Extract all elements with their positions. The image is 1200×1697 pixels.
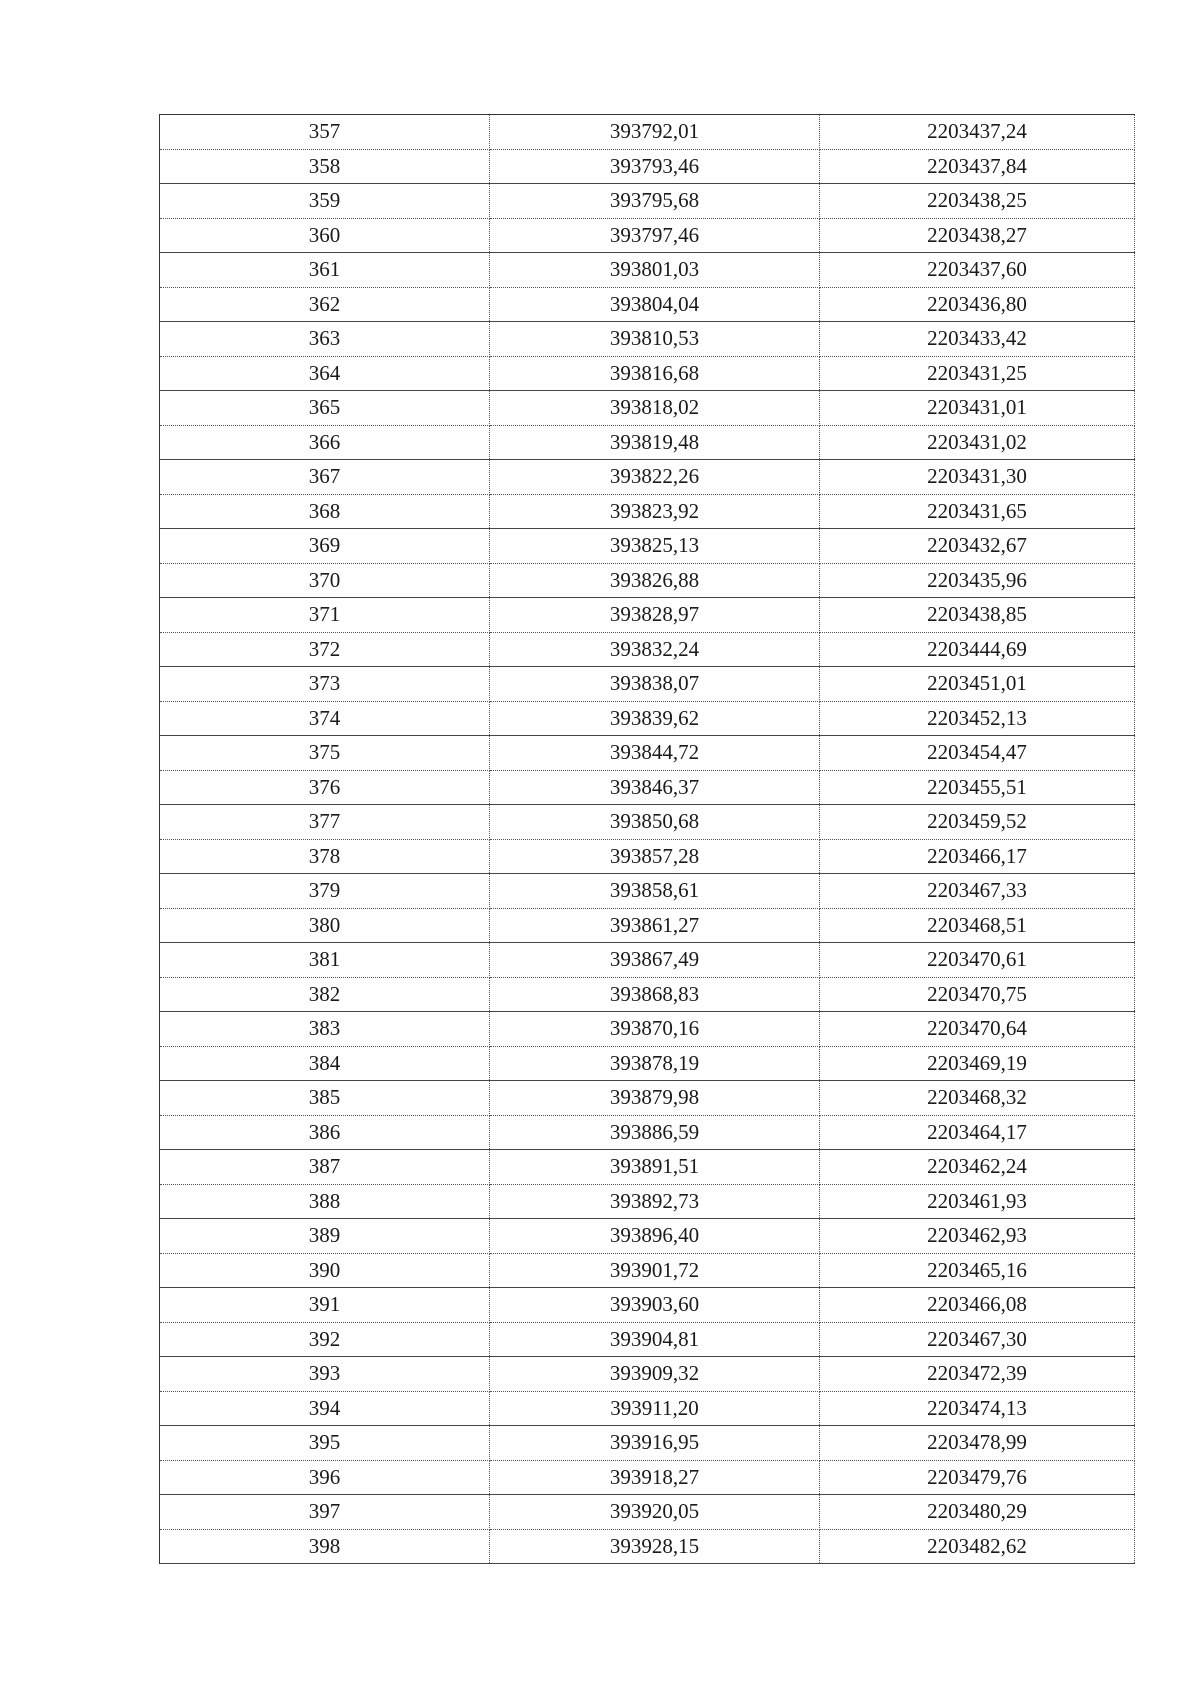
table-row <box>160 908 1135 943</box>
y-coordinate-cell: 2203433,42 <box>820 322 1135 357</box>
table-row <box>160 1460 1135 1495</box>
table-row <box>160 218 1135 253</box>
point-number-cell: 387 <box>160 1150 490 1185</box>
y-coordinate-cell: 2203479,76 <box>820 1460 1135 1495</box>
table-row <box>160 1046 1135 1081</box>
x-coordinate-cell: 393920,05 <box>490 1495 820 1530</box>
y-coordinate-cell: 2203436,80 <box>820 287 1135 322</box>
table-row <box>160 1391 1135 1426</box>
table-row <box>160 701 1135 736</box>
table-row <box>160 632 1135 667</box>
x-coordinate-cell: 393891,51 <box>490 1150 820 1185</box>
point-number-cell: 386 <box>160 1115 490 1150</box>
point-number-cell: 390 <box>160 1253 490 1288</box>
x-coordinate-cell: 393801,03 <box>490 253 820 288</box>
table-row <box>160 736 1135 771</box>
x-coordinate-cell: 393797,46 <box>490 218 820 253</box>
point-number-cell: 398 <box>160 1529 490 1564</box>
x-coordinate-cell: 393911,20 <box>490 1391 820 1426</box>
x-coordinate-cell: 393826,88 <box>490 563 820 598</box>
y-coordinate-cell: 2203438,85 <box>820 598 1135 633</box>
y-coordinate-cell: 2203465,16 <box>820 1253 1135 1288</box>
point-number-cell: 377 <box>160 805 490 840</box>
y-coordinate-cell: 2203437,24 <box>820 115 1135 150</box>
y-coordinate-cell: 2203431,25 <box>820 356 1135 391</box>
x-coordinate-cell: 393868,83 <box>490 977 820 1012</box>
point-number-cell: 358 <box>160 149 490 184</box>
point-number-cell: 376 <box>160 770 490 805</box>
y-coordinate-cell: 2203438,25 <box>820 184 1135 219</box>
table-row <box>160 667 1135 702</box>
table-row <box>160 529 1135 564</box>
y-coordinate-cell: 2203462,24 <box>820 1150 1135 1185</box>
table-row <box>160 1219 1135 1254</box>
y-coordinate-cell: 2203431,65 <box>820 494 1135 529</box>
y-coordinate-cell: 2203459,52 <box>820 805 1135 840</box>
y-coordinate-cell: 2203452,13 <box>820 701 1135 736</box>
coordinates-table-body <box>160 115 1135 1564</box>
table-row <box>160 356 1135 391</box>
point-number-cell: 375 <box>160 736 490 771</box>
x-coordinate-cell: 393819,48 <box>490 425 820 460</box>
point-number-cell: 384 <box>160 1046 490 1081</box>
x-coordinate-cell: 393846,37 <box>490 770 820 805</box>
y-coordinate-cell: 2203468,32 <box>820 1081 1135 1116</box>
x-coordinate-cell: 393822,26 <box>490 460 820 495</box>
table-row <box>160 1357 1135 1392</box>
y-coordinate-cell: 2203435,96 <box>820 563 1135 598</box>
y-coordinate-cell: 2203437,84 <box>820 149 1135 184</box>
point-number-cell: 368 <box>160 494 490 529</box>
y-coordinate-cell: 2203438,27 <box>820 218 1135 253</box>
table-row <box>160 1184 1135 1219</box>
point-number-cell: 372 <box>160 632 490 667</box>
x-coordinate-cell: 393903,60 <box>490 1288 820 1323</box>
y-coordinate-cell: 2203480,29 <box>820 1495 1135 1530</box>
coordinates-table <box>159 114 1135 1564</box>
y-coordinate-cell: 2203470,75 <box>820 977 1135 1012</box>
point-number-cell: 357 <box>160 115 490 150</box>
x-coordinate-cell: 393879,98 <box>490 1081 820 1116</box>
table-row <box>160 805 1135 840</box>
y-coordinate-cell: 2203466,17 <box>820 839 1135 874</box>
x-coordinate-cell: 393850,68 <box>490 805 820 840</box>
table-row <box>160 460 1135 495</box>
table-row <box>160 1322 1135 1357</box>
y-coordinate-cell: 2203482,62 <box>820 1529 1135 1564</box>
x-coordinate-cell: 393918,27 <box>490 1460 820 1495</box>
point-number-cell: 388 <box>160 1184 490 1219</box>
x-coordinate-cell: 393867,49 <box>490 943 820 978</box>
point-number-cell: 382 <box>160 977 490 1012</box>
y-coordinate-cell: 2203431,30 <box>820 460 1135 495</box>
y-coordinate-cell: 2203461,93 <box>820 1184 1135 1219</box>
y-coordinate-cell: 2203451,01 <box>820 667 1135 702</box>
table-row <box>160 322 1135 357</box>
point-number-cell: 380 <box>160 908 490 943</box>
table-row <box>160 494 1135 529</box>
y-coordinate-cell: 2203455,51 <box>820 770 1135 805</box>
table-row <box>160 184 1135 219</box>
x-coordinate-cell: 393928,15 <box>490 1529 820 1564</box>
point-number-cell: 393 <box>160 1357 490 1392</box>
table-row <box>160 563 1135 598</box>
x-coordinate-cell: 393818,02 <box>490 391 820 426</box>
y-coordinate-cell: 2203466,08 <box>820 1288 1135 1323</box>
x-coordinate-cell: 393878,19 <box>490 1046 820 1081</box>
x-coordinate-cell: 393904,81 <box>490 1322 820 1357</box>
x-coordinate-cell: 393909,32 <box>490 1357 820 1392</box>
table-row <box>160 149 1135 184</box>
point-number-cell: 394 <box>160 1391 490 1426</box>
x-coordinate-cell: 393793,46 <box>490 149 820 184</box>
x-coordinate-cell: 393916,95 <box>490 1426 820 1461</box>
point-number-cell: 360 <box>160 218 490 253</box>
table-row <box>160 770 1135 805</box>
y-coordinate-cell: 2203470,61 <box>820 943 1135 978</box>
x-coordinate-cell: 393892,73 <box>490 1184 820 1219</box>
x-coordinate-cell: 393828,97 <box>490 598 820 633</box>
y-coordinate-cell: 2203431,02 <box>820 425 1135 460</box>
table-row <box>160 1012 1135 1047</box>
point-number-cell: 365 <box>160 391 490 426</box>
table-row <box>160 1115 1135 1150</box>
point-number-cell: 364 <box>160 356 490 391</box>
table-row <box>160 425 1135 460</box>
point-number-cell: 378 <box>160 839 490 874</box>
y-coordinate-cell: 2203444,69 <box>820 632 1135 667</box>
point-number-cell: 385 <box>160 1081 490 1116</box>
x-coordinate-cell: 393858,61 <box>490 874 820 909</box>
point-number-cell: 370 <box>160 563 490 598</box>
x-coordinate-cell: 393896,40 <box>490 1219 820 1254</box>
table-row <box>160 1529 1135 1564</box>
table-row <box>160 115 1135 150</box>
x-coordinate-cell: 393844,72 <box>490 736 820 771</box>
y-coordinate-cell: 2203462,93 <box>820 1219 1135 1254</box>
point-number-cell: 363 <box>160 322 490 357</box>
table-row <box>160 839 1135 874</box>
y-coordinate-cell: 2203464,17 <box>820 1115 1135 1150</box>
x-coordinate-cell: 393832,24 <box>490 632 820 667</box>
x-coordinate-cell: 393795,68 <box>490 184 820 219</box>
point-number-cell: 383 <box>160 1012 490 1047</box>
x-coordinate-cell: 393816,68 <box>490 356 820 391</box>
x-coordinate-cell: 393886,59 <box>490 1115 820 1150</box>
point-number-cell: 392 <box>160 1322 490 1357</box>
x-coordinate-cell: 393825,13 <box>490 529 820 564</box>
x-coordinate-cell: 393804,04 <box>490 287 820 322</box>
x-coordinate-cell: 393810,53 <box>490 322 820 357</box>
table-row <box>160 1426 1135 1461</box>
y-coordinate-cell: 2203431,01 <box>820 391 1135 426</box>
table-row <box>160 1081 1135 1116</box>
x-coordinate-cell: 393861,27 <box>490 908 820 943</box>
x-coordinate-cell: 393901,72 <box>490 1253 820 1288</box>
point-number-cell: 361 <box>160 253 490 288</box>
point-number-cell: 373 <box>160 667 490 702</box>
table-row <box>160 1150 1135 1185</box>
point-number-cell: 374 <box>160 701 490 736</box>
y-coordinate-cell: 2203470,64 <box>820 1012 1135 1047</box>
point-number-cell: 396 <box>160 1460 490 1495</box>
table-row <box>160 1495 1135 1530</box>
table-row <box>160 391 1135 426</box>
table-row <box>160 874 1135 909</box>
point-number-cell: 371 <box>160 598 490 633</box>
point-number-cell: 367 <box>160 460 490 495</box>
y-coordinate-cell: 2203472,39 <box>820 1357 1135 1392</box>
y-coordinate-cell: 2203478,99 <box>820 1426 1135 1461</box>
point-number-cell: 369 <box>160 529 490 564</box>
x-coordinate-cell: 393823,92 <box>490 494 820 529</box>
x-coordinate-cell: 393792,01 <box>490 115 820 150</box>
point-number-cell: 366 <box>160 425 490 460</box>
y-coordinate-cell: 2203467,30 <box>820 1322 1135 1357</box>
x-coordinate-cell: 393838,07 <box>490 667 820 702</box>
point-number-cell: 381 <box>160 943 490 978</box>
y-coordinate-cell: 2203468,51 <box>820 908 1135 943</box>
table-row <box>160 1253 1135 1288</box>
x-coordinate-cell: 393857,28 <box>490 839 820 874</box>
x-coordinate-cell: 393839,62 <box>490 701 820 736</box>
y-coordinate-cell: 2203469,19 <box>820 1046 1135 1081</box>
table-row <box>160 977 1135 1012</box>
table-row <box>160 1288 1135 1323</box>
table-row <box>160 943 1135 978</box>
table-row <box>160 287 1135 322</box>
point-number-cell: 395 <box>160 1426 490 1461</box>
point-number-cell: 379 <box>160 874 490 909</box>
point-number-cell: 397 <box>160 1495 490 1530</box>
y-coordinate-cell: 2203432,67 <box>820 529 1135 564</box>
y-coordinate-cell: 2203437,60 <box>820 253 1135 288</box>
table-row <box>160 598 1135 633</box>
table-row <box>160 253 1135 288</box>
point-number-cell: 389 <box>160 1219 490 1254</box>
y-coordinate-cell: 2203474,13 <box>820 1391 1135 1426</box>
y-coordinate-cell: 2203454,47 <box>820 736 1135 771</box>
point-number-cell: 359 <box>160 184 490 219</box>
point-number-cell: 391 <box>160 1288 490 1323</box>
x-coordinate-cell: 393870,16 <box>490 1012 820 1047</box>
y-coordinate-cell: 2203467,33 <box>820 874 1135 909</box>
point-number-cell: 362 <box>160 287 490 322</box>
